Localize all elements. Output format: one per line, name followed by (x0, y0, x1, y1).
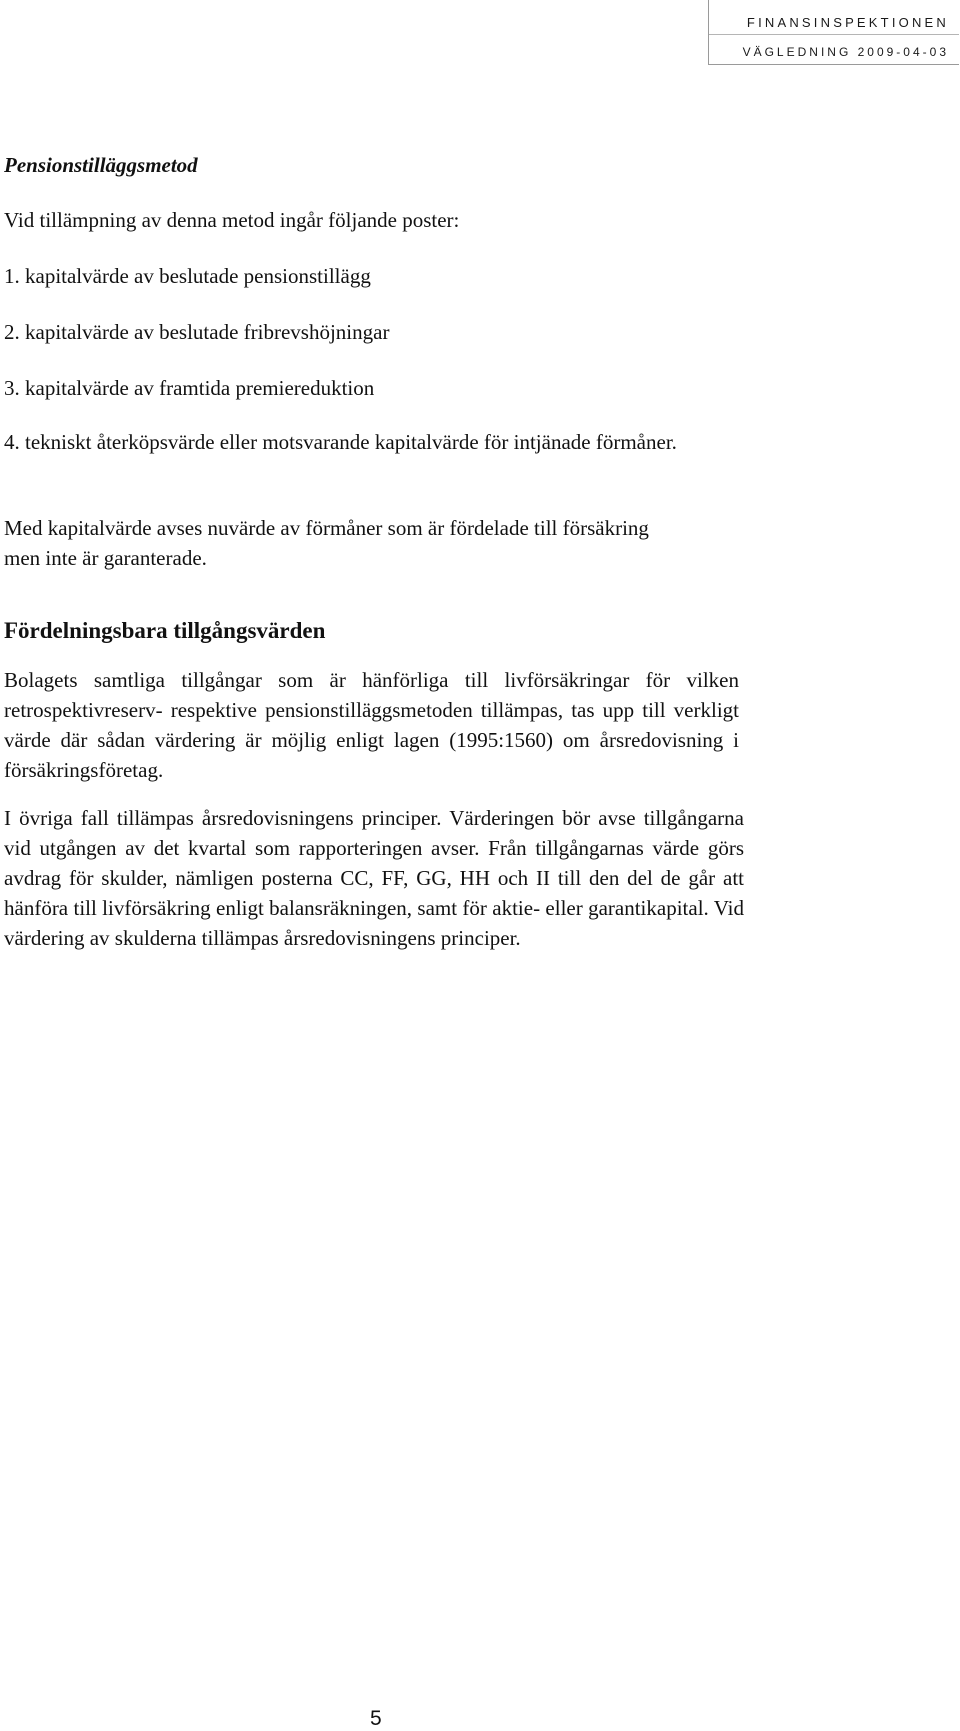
section-title-fordelningsbara: Fördelningsbara tillgångsvärden (4, 618, 326, 643)
list-item: 1. kapitalvärde av beslutade pensionstillägg (4, 264, 371, 288)
header-document-date: VÄGLEDNING 2009-04-03 (742, 45, 949, 59)
paragraph-valuation: I övriga fall tillämpas årsredovisningens principer. Värderingen bör avse tillgångarna vid utgången av det kvartal som rapporteringen avser. Från tillgångarnas värde görs avdrag för skulder, nämligen posterna CC, FF, GG, HH och II till den del de går att hänföra till livförsäkring enligt balansräkningen, samt för aktie- eller garantikapital. Vid värdering av skulderna tillämpas årsredovisningens principer. (4, 806, 744, 950)
list-item: 2. kapitalvärde av beslutade fribrevshöjningar (4, 320, 390, 344)
header-divider (709, 34, 959, 35)
document-header (708, 0, 959, 65)
list-item: 4. tekniskt återköpsvärde eller motsvarande kapitalvärde för intjänade förmåner. (4, 430, 677, 454)
list-item: 3. kapitalvärde av framtida premiereduktion (4, 376, 375, 400)
paragraph-assets: Bolagets samtliga tillgångar som är hänförliga till livförsäkringar för vilken retrospektivreserv- respektive pensionstilläggsmetoden tillämpas, tas upp till verkligt värde där sådan värdering är möjlig enligt lagen (1995:1560) om årsredovisning i försäkringsföretag. (4, 668, 739, 782)
header-organization: FINANSINSPEKTIONEN (746, 15, 949, 30)
method-intro: Vid tillämpning av denna metod ingår följande poster: (4, 208, 460, 232)
capital-value-note: Med kapitalvärde avses nuvärde av förmåner som är fördelade till försäkring men inte är garanterade. (4, 516, 649, 570)
section-title-pensionstillaggsmetod: Pensionstilläggsmetod (4, 153, 198, 177)
page-number: 5 (370, 1707, 382, 1730)
